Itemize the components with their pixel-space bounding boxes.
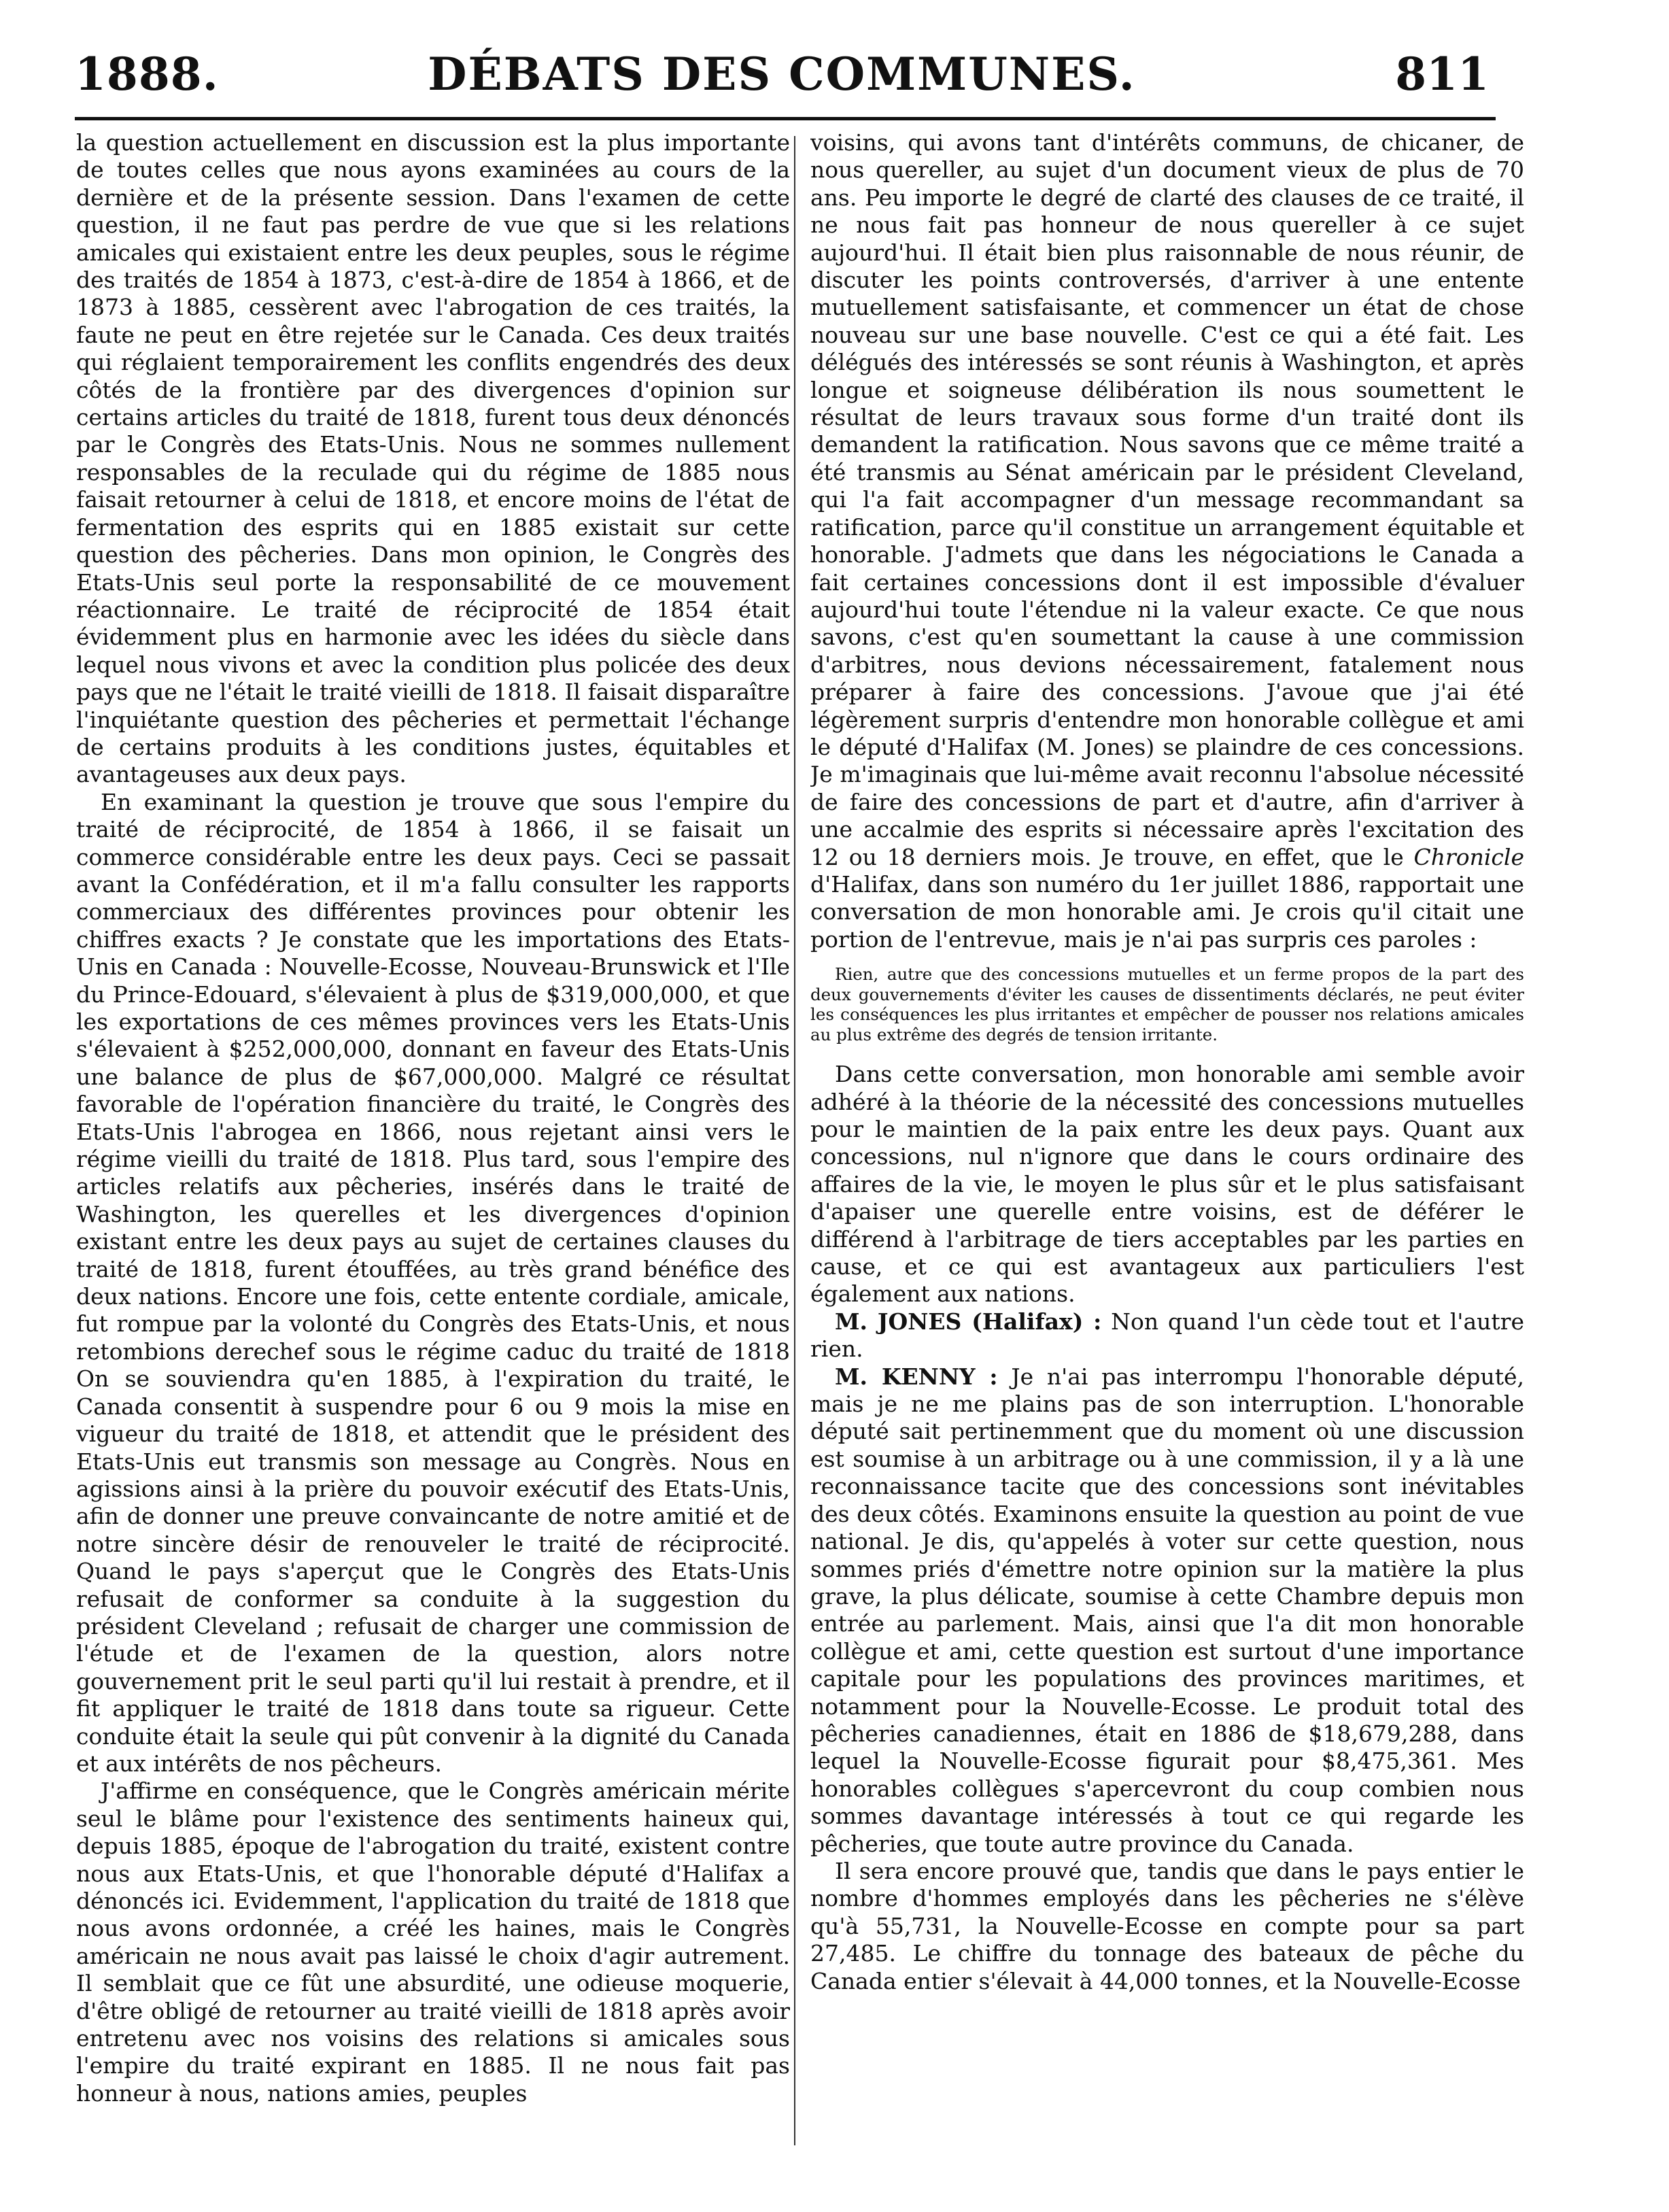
right-paragraph-1	[810, 129, 1524, 953]
kenny-speech: Je n'ai pas interrompu l'honorable député, mais je ne me plains pas de son interruption. L'honorable député sait pertinemment que du moment où une discussion est soumise à un arbitrage ou à une commission, il y a là une reconnaissance tacite que des concessions sont inévitables des deux côtés. Examinons ensuite la question au point de vue national. Je dis, qu'appelés à voter sur cette question, nous sommes priés d'émettre notre opinion sur la matière la plus grave, la plus délicate, soumise à cette Chambre depuis mon entrée au parlement. Mais, ainsi que l'a dit mon honorable collègue et ami, cette question est surtout d'une importance capitale pour les populations des provinces maritimes, et notamment pour la Nouvelle-Ecosse. Le produit total des pêcheries canadiennes, était en 1886 de $18,679,288, dans lequel la Nouvelle-Ecosse figurait pour $8,475,361. Mes honorables collègues s'apercevront du coup combien nous sommes davantage intéressés à tout ce qui regarde les pêcheries, que toute autre province du Canada.	[810, 1363, 1524, 1857]
header-page-number: 811	[1395, 48, 1489, 101]
left-paragraph-1: la question actuellement en discussion est la plus importante de toutes celles que nous ayons examinées au cours de la dernière et de la présente session. Dans l'examen de cette question, il ne faut pas perdre de vue que si les relations amicales qui existaient entre les deux peuples, sous le régime des traités de 1854 à 1873, c'est-à-dire de 1854 à 1866, et de 1873 à 1885, cessèrent avec l'abrogation de ces traités, la faute ne peut en être rejetée sur le Canada. Ces deux traités qui réglaient temporairement les conflits engendrés des deux côtés de la frontière par des divergences d'opinion sur certains articles du traité de 1818, furent tous deux dénoncés par le Congrès des Etats-Unis. Nous ne sommes nullement responsables de la reculade qui du régime de 1885 nous faisait retourner à celui de 1818, et encore moins de l'état de fermentation des esprits qui en 1885 existait sur cette question des pêcheries. Dans mon opinion, le Congrès des Etats-Unis seul porte la responsabilité de ce mouvement réactionnaire. Le traité de réciprocité de 1854 était évidemment plus en harmonie avec les idées du siècle dans lequel nous vivons et avec la condition plus policée des deux pays que ne l'était le traité vieilli de 1818. Il faisait disparaître l'inquiétante question des pêcheries et permettait l'échange de certains produits à les conditions justes, équitables et avantageuses aux deux pays.	[76, 129, 790, 788]
header-rule	[75, 117, 1496, 120]
page-header	[75, 48, 1489, 109]
column-divider	[794, 136, 795, 2145]
header-title: DÉBATS DES COMMUNES.	[428, 48, 1136, 101]
jones-remark: Non quand l'un cède tout et l'autre rien.	[810, 1308, 1524, 1363]
right-paragraph-5: Il sera encore prouvé que, tandis que dans le pays entier le nombre d'hommes employés dans les pêcheries ne s'élève qu'à 55,731, la Nouvelle-Ecosse en compte pour sa part 27,485. Le chiffre du tonnage des bateaux de pêche du Canada entier s'élevait à 44,000 tonnes, et la Nouvelle-Ecosse	[810, 1857, 1524, 1994]
right-paragraph-4	[810, 1363, 1524, 1858]
speaker-kenny: M. KENNY :	[835, 1363, 998, 1390]
header-year: 1888.	[75, 48, 219, 101]
left-paragraph-2: En examinant la question je trouve que sous l'empire du traité de réciprocité, de 1854 à 1866, il se faisait un commerce considérable entre les deux pays. Ceci se passait avant la Confédération, et il m'a fallu consulter les rapports commerciaux des différentes provinces pour obtenir les chiffres exacts ? Je constate que les importations des Etats-Unis en Canada : Nouvelle-Ecosse, Nouveau-Brunswick et l'Ile du Prince-Edouard, s'élevaient à plus de $319,000,000, et que les exportations de ces mêmes provinces vers les Etats-Unis s'élevaient à $252,000,000, donnant en faveur des Etats-Unis une balance de plus de $67,000,000. Malgré ce résultat favorable de l'opération financière du traité, le Congrès des Etats-Unis l'abrogea en 1866, nous rejetant ainsi vers le régime vieilli du traité de 1818. Plus tard, sous l'empire des articles relatifs aux pêcheries, insérés dans le traité de Washington, les querelles et les divergences d'opinion existant entre les deux pays au sujet de certaines clauses du traité de 1818, furent étouffées, au très grand bénéfice des deux nations. Encore une fois, cette entente cordiale, amicale, fut rompue par la volonté du Congrès des Etats-Unis, et nous retombions derechef sous le régime caduc du traité de 1818 On se souviendra qu'en 1885, à l'expiration du traité, le Canada consentit à suspendre pour 6 ou 9 mois la mise en vigueur du traité de 1818, et attendit que le président des Etats-Unis eut transmis son message au Congrès. Nous en agissions ainsi à la prière du pouvoir exécutif des Etats-Unis, afin de donner une preuve convaincante de notre amitié et de notre sincère désir de renouveler le traité de réciprocité. Quand le pays s'aperçut que le Congrès des Etats-Unis refusait de conformer sa conduite à la suggestion du président Cleveland ; refusait de charger une commission de l'étude et de l'examen de la question, alors notre gouvernement prit le seul parti qu'il lui restait à prendre, et il fit appliquer le traité de 1818 dans toute sa rigueur. Cette conduite était la seule qui pût convenir à la dignité du Canada et aux intérêts de nos pêcheurs.	[76, 788, 790, 1777]
chronicle-italic: Chronicle	[1413, 843, 1524, 870]
speaker-jones: M. JONES (Halifax) :	[835, 1308, 1102, 1335]
right-paragraph-3	[810, 1308, 1524, 1363]
right-paragraph-1-text: voisins, qui avons tant d'intérêts communs, de chicaner, de nous quereller, au sujet d'un document vieux de plus de 70 ans. Peu importe le degré de clarté des clauses de ce traité, il ne nous fait pas honneur de nous quereller à ce sujet aujourd'hui. Il était bien plus raisonnable de nous réunir, de discuter les points controversés, d'arriver à une entente mutuellement satisfaisante, et commencer un état de chose nouveau sur une base nouvelle. C'est ce qui a été fait. Les délégués des intéressés se sont réunis à Washington, et après longue et soigneuse délibération ils nous soumettent le résultat de leurs travaux sous forme d'un traité dont ils demandent la ratification. Nous savons que ce même traité a été transmis au Sénat américain par le président Cleveland, qui l'a fait accompagner d'un message recommandant sa ratification, parce qu'il constitue un arrangement équitable et honorable. J'admets que dans les négociations le Canada a fait certaines concessions dont il est impossible d'évaluer aujourd'hui toute l'étendue ni la valeur exacte. Ce que nous savons, c'est qu'en soumettant la cause à une commission d'arbitres, nous devions nécessairement, fatalement nous préparer à faire des concessions. J'avoue que j'ai été légèrement surpris d'entendre mon honorable collègue et ami le député d'Halifax (M. Jones) se plaindre de ces concessions. Je m'imaginais que lui-même avait reconnu l'absolue nécessité de faire des concessions de part et d'autre, afin d'arriver à une accalmie des esprits si nécessaire après l'excitation des 12 ou 18 derniers mois. Je trouve, en effet, que le	[810, 129, 1524, 870]
block-quote: Rien, autre que des concessions mutuelles et un ferme propos de la part des deux gouvernements d'éviter les causes de dissentiments déclarés, ne peut éviter les conséquences les plus irritantes et empêcher de pousser nos relations amicales au plus extrême des degrés de tension irritante.	[810, 964, 1524, 1044]
left-column	[76, 129, 790, 2135]
right-paragraph-1-end: d'Halifax, dans son numéro du 1er juillet 1886, rapportait une conversation de mon honorable ami. Je crois qu'il citait une portion de l'entrevue, mais je n'ai pas surpris ces paroles :	[810, 870, 1524, 953]
right-paragraph-2: Dans cette conversation, mon honorable ami semble avoir adhéré à la théorie de la nécessité des concessions mutuelles pour le maintien de la paix entre les deux pays. Quant aux concessions, nul n'ignore que dans le cours ordinaire des affaires de la vie, le moyen le plus sûr et le plus satisfaisant d'apaiser une querelle entre voisins, est de déférer le différend à l'arbitrage de tiers acceptables par les parties en cause, et ce qui est avantageux aux particuliers l'est également aux nations.	[810, 1061, 1524, 1308]
left-paragraph-3: J'affirme en conséquence, que le Congrès américain mérite seul le blâme pour l'existence des sentiments haineux qui, depuis 1885, époque de l'abrogation du traité, existent contre nous aux Etats-Unis, et que l'honorable député d'Halifax a dénoncés ici. Evidemment, l'application du traité de 1818 que nous avons ordonnée, a créé les haines, mais le Congrès américain ne nous avait pas laissé le choix d'agir autrement. Il semblait que ce fût une absurdité, une odieuse moquerie, d'être obligé de retourner au traité vieilli de 1818 après avoir entretenu avec nos voisins des relations si amicales sous l'empire du traité expirant en 1885. Il ne nous fait pas honneur à nous, nations amies, peuples	[76, 1777, 790, 2107]
right-column	[810, 129, 1524, 2142]
